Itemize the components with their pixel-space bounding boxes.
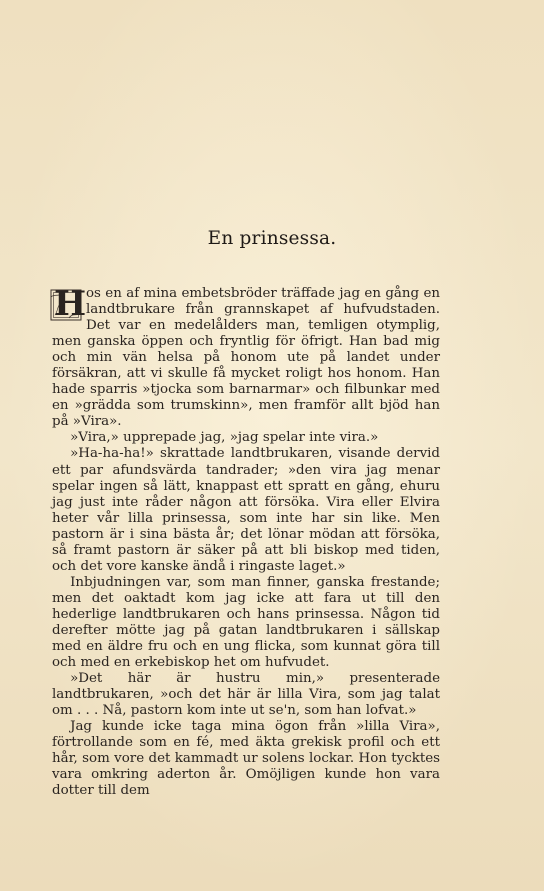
- paragraph-5: »Det här är hustru min,» presenterade landtbrukaren, »och det här är lilla Vira, som jag talat om . . . Nå, pastorn kom inte ut se'n, som han lofvat.»: [52, 671, 440, 719]
- paragraph-3: »Ha-ha-ha!» skrattade landtbrukaren, visande dervid ett par afundsvärda tandrader; »den vira jag menar spelar ingen så lätt, knappast ett spratt en gång, ehuru jag just inte råder någon att försöka. Vira eller Elvira heter vår lilla prinsessa, som inte har sin like. Men pastorn är i sina bästa år; det lönar mödan att försöka, så framt pastorn är säker på att bli biskop med tiden, och det vore kanske ändå i ringaste laget.»: [52, 446, 440, 574]
- paragraph-6: Jag kunde icke taga mina ögon från »lilla Vira», förtrollande som en fé, med äkta grekisk profil och ett hår, som vore det kammadt ur solens lockar. Hon tycktes vara omkring aderton år. Omöjligen kunde hon vara dotter till dem: [52, 719, 440, 799]
- body-text: [52, 286, 440, 800]
- dropcap-letter: H: [54, 284, 87, 324]
- paragraph-2: »Vira,» upprepade jag, »jag spelar inte vira.»: [70, 430, 379, 446]
- paragraph-1: [52, 286, 440, 430]
- paragraph-1-text: os en af mina embetsbröder träffade jag en gång en landtbrukare från grannskapet af hufvudstaden. Det var en medelålders man, temligen otymplig, men ganska öppen och fryntlig för öfrigt. Han bad mig och min vän helsa på honom ute på landet under försäkran, att vi skulle få mycket roligt hos honom. Han hade sparris »tjocka som barnarmar» och filbunkar med en »grädda som trumskinn», men framför allt bjöd han på »Vira».: [52, 286, 440, 430]
- paragraph-4: Inbjudningen var, som man finner, ganska frestande; men det oaktadt kom jag icke att fara ut till den hederlige landtbrukaren och hans prinsessa. Någon tid derefter mötte jag på gatan landtbrukaren i sällskap med en äldre fru och en ung flicka, som kunnat göra till och med en erkebiskop het om hufvudet.: [52, 574, 440, 671]
- ornamental-initial-icon: [50, 284, 87, 324]
- chapter-title: En prinsessa.: [207, 228, 337, 249]
